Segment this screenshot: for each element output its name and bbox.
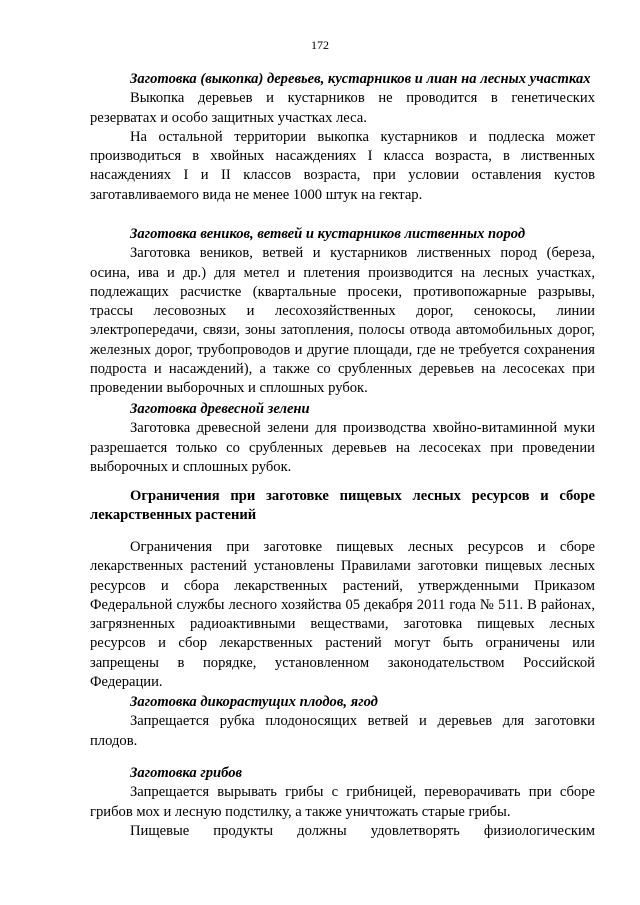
- paragraph: Запрещается рубка плодоносящих ветвей и деревьев для заготовки плодов.: [90, 713, 595, 749]
- section-wild-fruits: [90, 693, 595, 751]
- paragraph: Заготовка веников, ветвей и кустарников лиственных пород (береза, осина, ива и др.) для метел и плетения производится на лесных участках, подлежащих расчистке (квартальные просеки, противопожарные разрывы, трассы лесовозных и лесохозяйственных дорог, сенокосы, линии электропередачи, связи, зоны затопления, полосы отвода автомобильных дорог, железных дорог, трубопроводов и другие площади, где не требуется сохранения подроста и насаждений), а также со срубленных деревьев на лесосеках при проведении выборочных и сплошных рубок.: [90, 245, 595, 397]
- paragraph: Запрещается вырывать грибы с грибницей, переворачивать при сборе грибов мох и лесную подстилку, а также уничтожать старые грибы.: [90, 784, 595, 820]
- paragraph: Пищевые продукты должны удовлетворять физиологическим: [130, 822, 595, 839]
- section-wood-greenery: [90, 400, 595, 477]
- section-brooms-branches: [90, 225, 595, 399]
- section-restrictions-body: [90, 538, 595, 692]
- section-heading: Заготовка дикорастущих плодов, ягод: [130, 694, 378, 710]
- section-heading: Заготовка грибов: [130, 765, 243, 781]
- paragraph: Ограничения при заготовке пищевых лесных ресурсов и сборе лекарственных растений установлены Правилами заготовки пищевых лесных ресурсов и сбора лекарственных растений, утвержденными Приказом Федеральной службы лесного хозяйства 05 декабря 2011 года № 511. В районах, загрязненных радиоактивными веществами, заготовка пищевых лесных ресурсов и сбор лекарственных растений могут быть ограничены или запрещены в порядке, установленном законодательством Российской Федерации.: [90, 539, 595, 691]
- paragraph: Выкопка деревьев и кустарников не проводится в генетических резерватах и особо защитных участках леса.: [90, 90, 595, 126]
- section-restrictions-heading: [90, 487, 595, 526]
- page-number: 172: [311, 38, 329, 52]
- section-heading: Заготовка (выкопка) деревьев, кустарников и лиан на лесных участках: [130, 71, 591, 87]
- section-mushrooms: [90, 764, 595, 841]
- section-heading: Заготовка веников, ветвей и кустарников лиственных пород: [130, 226, 526, 242]
- section-tree-digging: [90, 70, 595, 205]
- paragraph: Заготовка древесной зелени для производства хвойно-витаминной муки разрешается только со срубленных деревьев на лесосеках при проведении выборочных и сплошных рубок.: [90, 420, 595, 475]
- paragraph: На остальной территории выкопка кустарников и подлеска может производиться в хвойных насаждениях I класса возраста, в лиственных насаждениях I и II классов возраста, при условии оставления кустов заготавливаемого вида не менее 1000 штук на гектар.: [90, 128, 595, 203]
- section-heading: Ограничения при заготовке пищевых лесных ресурсов и сборе лекарственных растений: [90, 488, 595, 524]
- section-heading: Заготовка древесной зелени: [130, 401, 310, 417]
